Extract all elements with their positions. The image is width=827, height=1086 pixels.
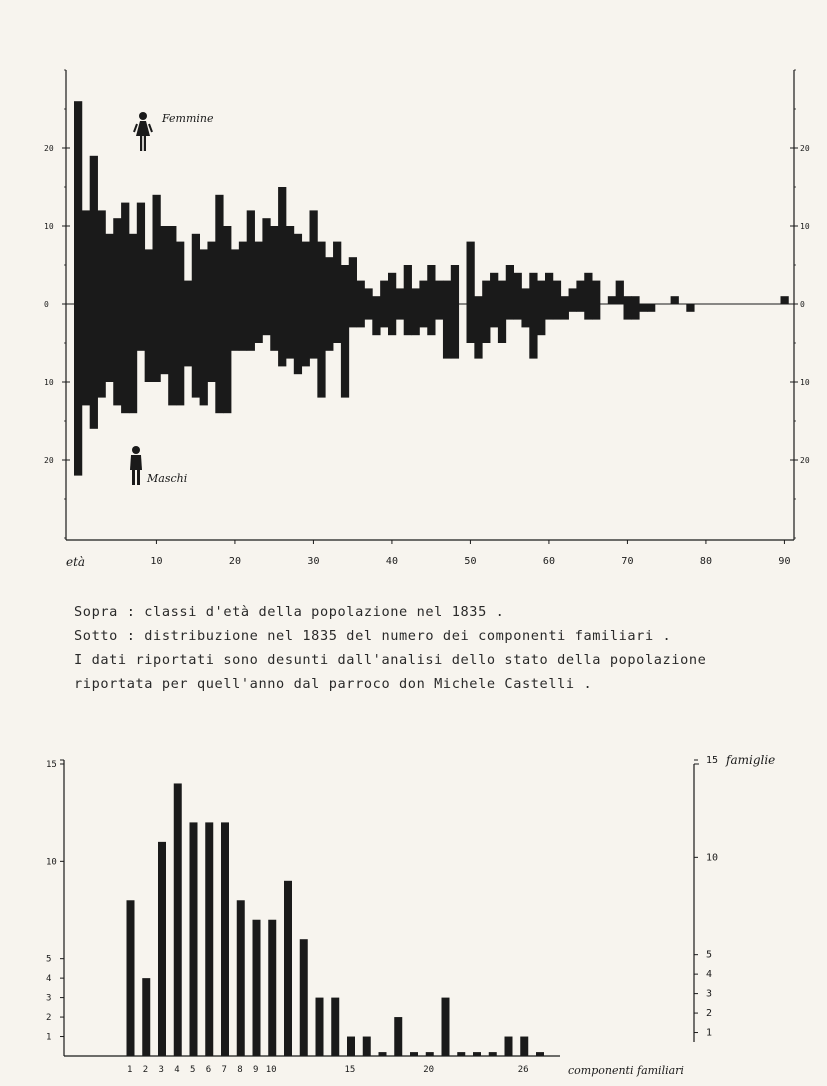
- female-bar: [529, 273, 537, 304]
- female-bar: [419, 281, 427, 304]
- y-tick-label-right: 20: [800, 456, 810, 465]
- male-bar: [333, 304, 341, 343]
- female-bar: [514, 273, 522, 304]
- female-bar: [145, 249, 153, 304]
- x-tick-label: 1: [127, 1065, 133, 1075]
- family-bar: [489, 1052, 497, 1056]
- female-bar: [584, 273, 592, 304]
- male-bar: [98, 304, 106, 398]
- female-bar: [404, 265, 412, 304]
- female-bar: [184, 281, 192, 304]
- male-bar: [412, 304, 420, 335]
- female-bar: [129, 234, 137, 304]
- male-bar: [364, 304, 372, 320]
- male-bar: [451, 304, 459, 359]
- male-bar: [372, 304, 380, 335]
- male-bar: [82, 304, 90, 405]
- x-tick-label: 4: [174, 1065, 180, 1075]
- male-bar: [137, 304, 145, 351]
- male-bar: [247, 304, 255, 351]
- caption-line-4: riportata per quell'anno dal parroco don Michele Castelli .: [74, 676, 593, 692]
- family-bar: [316, 998, 324, 1056]
- female-bar: [388, 273, 396, 304]
- female-bar: [364, 288, 372, 304]
- y-tick-label-left: 4: [46, 974, 52, 985]
- male-bar: [286, 304, 294, 359]
- age-pyramid-bars: [74, 101, 789, 475]
- family-bar: [190, 822, 198, 1056]
- figure-caption: [74, 600, 814, 696]
- family-bar: [300, 939, 308, 1056]
- male-bar: [514, 304, 522, 320]
- y-tick-label-left: 20: [44, 144, 54, 153]
- female-bar: [435, 281, 443, 304]
- family-bar: [205, 822, 213, 1056]
- x-tick-label: 7: [221, 1065, 227, 1075]
- male-bar: [490, 304, 498, 327]
- female-bar: [357, 281, 365, 304]
- female-bar: [372, 296, 380, 304]
- male-bar: [388, 304, 396, 335]
- x-tick-label: 30: [307, 556, 320, 567]
- female-bar: [153, 195, 161, 304]
- female-bar: [608, 296, 616, 304]
- caption-line-3: I dati riportati sono desunti dall'analisi dello stato della popolazione: [74, 652, 707, 668]
- y-tick-label-right: 4: [706, 969, 713, 981]
- female-bar: [482, 281, 490, 304]
- family-bar: [442, 998, 450, 1056]
- male-bar: [537, 304, 545, 335]
- x-tick-label: 3: [158, 1065, 164, 1075]
- female-bar: [113, 218, 121, 304]
- male-bar: [200, 304, 208, 405]
- male-bar: [686, 304, 694, 312]
- male-bar: [176, 304, 184, 405]
- family-size-frame: [60, 760, 699, 1056]
- male-bar: [145, 304, 153, 382]
- female-bar: [325, 257, 333, 304]
- y-tick-label-right: 0: [800, 300, 805, 309]
- female-bar: [474, 296, 482, 304]
- y-tick-label-right: 1: [706, 1027, 713, 1039]
- female-bar: [616, 281, 624, 304]
- age-axis-label: età: [66, 555, 86, 569]
- family-bar: [268, 920, 276, 1056]
- male-bar: [317, 304, 325, 398]
- x-tick-label: 90: [778, 556, 791, 567]
- male-bar: [121, 304, 129, 413]
- female-label: Femmine: [162, 112, 214, 125]
- y-tick-label-left: 2: [46, 1013, 52, 1024]
- x-tick-label: 10: [150, 556, 163, 567]
- family-bar: [410, 1052, 418, 1056]
- male-bar: [443, 304, 451, 359]
- male-bar: [207, 304, 215, 382]
- family-bar: [536, 1052, 544, 1056]
- female-bar: [176, 242, 184, 304]
- female-bar: [90, 156, 98, 304]
- male-bar: [529, 304, 537, 359]
- y-tick-label-left: 3: [46, 993, 52, 1004]
- y-tick-label-left: 0: [44, 300, 49, 309]
- male-bar: [561, 304, 569, 320]
- female-bar: [105, 234, 113, 304]
- family-size-bars: [127, 783, 545, 1056]
- x-tick-label: 50: [464, 556, 477, 567]
- female-bar: [569, 288, 577, 304]
- female-bar: [207, 242, 215, 304]
- female-bar: [98, 210, 106, 304]
- male-bar: [231, 304, 239, 351]
- female-bar: [310, 210, 318, 304]
- female-bar: [262, 218, 270, 304]
- family-bar: [142, 978, 150, 1056]
- male-bar: [262, 304, 270, 335]
- y-tick-label-left: 5: [46, 954, 52, 965]
- male-bar: [482, 304, 490, 343]
- female-bar: [781, 296, 789, 304]
- caption-line-2: Sotto : distribuzione nel 1835 del numero dei componenti familiari .: [74, 628, 672, 644]
- male-bar: [184, 304, 192, 366]
- female-bar: [294, 234, 302, 304]
- male-bar: [576, 304, 584, 312]
- female-bar: [537, 281, 545, 304]
- male-bar: [349, 304, 357, 327]
- y-tick-label-left: 10: [46, 857, 57, 868]
- y-tick-label-left: 1: [46, 1032, 52, 1043]
- y-tick-label-right: 20: [800, 144, 810, 153]
- family-bar: [253, 920, 261, 1056]
- female-bar: [561, 296, 569, 304]
- male-bar: [239, 304, 247, 351]
- female-bar: [74, 101, 82, 304]
- female-bar: [671, 296, 679, 304]
- x-tick-label: 40: [385, 556, 398, 567]
- male-bar: [325, 304, 333, 351]
- x-tick-label: 6: [205, 1065, 212, 1075]
- male-bar: [592, 304, 600, 320]
- male-bar: [105, 304, 113, 382]
- male-bar: [278, 304, 286, 366]
- female-bar: [467, 242, 475, 304]
- male-bar: [427, 304, 435, 335]
- male-bar: [647, 304, 655, 312]
- female-bar: [624, 296, 632, 304]
- female-bar: [247, 210, 255, 304]
- female-bar: [545, 273, 553, 304]
- male-bar: [129, 304, 137, 413]
- x-tick-label: 9: [253, 1065, 259, 1075]
- female-bar: [506, 265, 514, 304]
- female-bar: [82, 210, 90, 304]
- families-unit-label: famiglie: [726, 753, 776, 767]
- female-bar: [255, 242, 263, 304]
- female-bar: [341, 265, 349, 304]
- x-tick-label: 5: [190, 1065, 196, 1075]
- female-bar: [192, 234, 200, 304]
- male-bar: [639, 304, 647, 312]
- y-tick-label-right: 15: [706, 755, 719, 766]
- male-bar: [545, 304, 553, 320]
- y-tick-label-right: 10: [800, 378, 810, 387]
- male-bar: [270, 304, 278, 351]
- y-tick-label-right: 10: [800, 222, 810, 231]
- y-tick-label-left: 15: [46, 760, 57, 770]
- female-bar: [521, 288, 529, 304]
- x-tick-label: 15: [344, 1065, 356, 1075]
- male-bar: [223, 304, 231, 413]
- male-bar: [553, 304, 561, 320]
- female-bar: [490, 273, 498, 304]
- family-bar: [158, 842, 166, 1056]
- caption-line-1: Sopra : classi d'età della popolazione nel 1835 .: [74, 604, 505, 620]
- male-bar: [302, 304, 310, 366]
- family-bar: [237, 900, 245, 1056]
- female-bar: [631, 296, 639, 304]
- female-bar: [443, 281, 451, 304]
- male-bar: [341, 304, 349, 398]
- female-bar: [200, 249, 208, 304]
- y-tick-label-right: 10: [706, 852, 719, 864]
- female-bar: [121, 203, 129, 304]
- female-bar: [427, 265, 435, 304]
- female-bar: [576, 281, 584, 304]
- male-bar: [396, 304, 404, 320]
- female-bar: [223, 226, 231, 304]
- y-tick-label-left: 20: [44, 456, 54, 465]
- male-bar: [467, 304, 475, 343]
- family-bar: [394, 1017, 402, 1056]
- male-bar: [357, 304, 365, 327]
- male-bar: [521, 304, 529, 327]
- female-bar: [160, 226, 168, 304]
- female-bar: [215, 195, 223, 304]
- male-bar: [584, 304, 592, 320]
- female-bar: [553, 281, 561, 304]
- female-bar: [270, 226, 278, 304]
- female-bar: [239, 242, 247, 304]
- x-tick-label: 80: [699, 556, 712, 567]
- components-axis-label: componenti familiari: [568, 1064, 684, 1077]
- female-bar: [286, 226, 294, 304]
- female-icon: [134, 112, 152, 151]
- x-tick-label: 60: [542, 556, 555, 567]
- x-tick-label: 8: [237, 1065, 243, 1075]
- family-bar: [363, 1037, 371, 1056]
- male-bar: [569, 304, 577, 312]
- female-bar: [380, 281, 388, 304]
- x-tick-label: 26: [517, 1065, 529, 1075]
- family-bar: [347, 1037, 355, 1056]
- male-bar: [435, 304, 443, 320]
- female-bar: [168, 226, 176, 304]
- family-bar: [174, 783, 182, 1056]
- male-bar: [153, 304, 161, 382]
- male-bar: [380, 304, 388, 327]
- female-bar: [498, 281, 506, 304]
- y-tick-label-right: 2: [706, 1008, 713, 1020]
- male-bar: [168, 304, 176, 405]
- family-size-chart: [0, 746, 827, 1086]
- male-bar: [404, 304, 412, 335]
- family-bar: [284, 881, 292, 1056]
- female-bar: [317, 242, 325, 304]
- family-bar: [520, 1037, 528, 1056]
- male-bar: [192, 304, 200, 398]
- female-bar: [302, 242, 310, 304]
- male-bar: [419, 304, 427, 327]
- female-bar: [137, 203, 145, 304]
- family-bar: [457, 1052, 465, 1056]
- male-bar: [631, 304, 639, 320]
- family-bar: [331, 998, 339, 1056]
- family-bar: [221, 822, 229, 1056]
- y-tick-label-left: 10: [44, 222, 54, 231]
- female-bar: [396, 288, 404, 304]
- male-bar: [498, 304, 506, 343]
- female-bar: [349, 257, 357, 304]
- male-bar: [310, 304, 318, 359]
- x-tick-label: 10: [265, 1065, 277, 1075]
- female-bar: [412, 288, 420, 304]
- male-bar: [215, 304, 223, 413]
- male-bar: [624, 304, 632, 320]
- female-bar: [278, 187, 286, 304]
- male-label: Maschi: [147, 472, 188, 485]
- female-bar: [592, 281, 600, 304]
- male-bar: [160, 304, 168, 374]
- female-bar: [231, 249, 239, 304]
- family-bar: [426, 1052, 434, 1056]
- y-tick-label-right: 3: [706, 988, 713, 1000]
- family-bar: [379, 1052, 387, 1056]
- x-tick-label: 20: [423, 1065, 435, 1075]
- female-bar: [333, 242, 341, 304]
- male-bar: [113, 304, 121, 405]
- male-icon: [130, 446, 142, 485]
- male-bar: [90, 304, 98, 429]
- x-tick-label: 70: [621, 556, 634, 567]
- y-tick-label-right: 5: [706, 949, 713, 961]
- male-bar: [474, 304, 482, 359]
- male-bar: [255, 304, 263, 343]
- male-bar: [74, 304, 82, 476]
- male-bar: [506, 304, 514, 320]
- female-bar: [451, 265, 459, 304]
- family-bar: [505, 1037, 513, 1056]
- x-tick-label: 20: [228, 556, 241, 567]
- family-bar: [473, 1052, 481, 1056]
- x-tick-label: 2: [142, 1065, 149, 1075]
- y-tick-label-left: 10: [44, 378, 54, 387]
- male-bar: [294, 304, 302, 374]
- family-bar: [127, 900, 135, 1056]
